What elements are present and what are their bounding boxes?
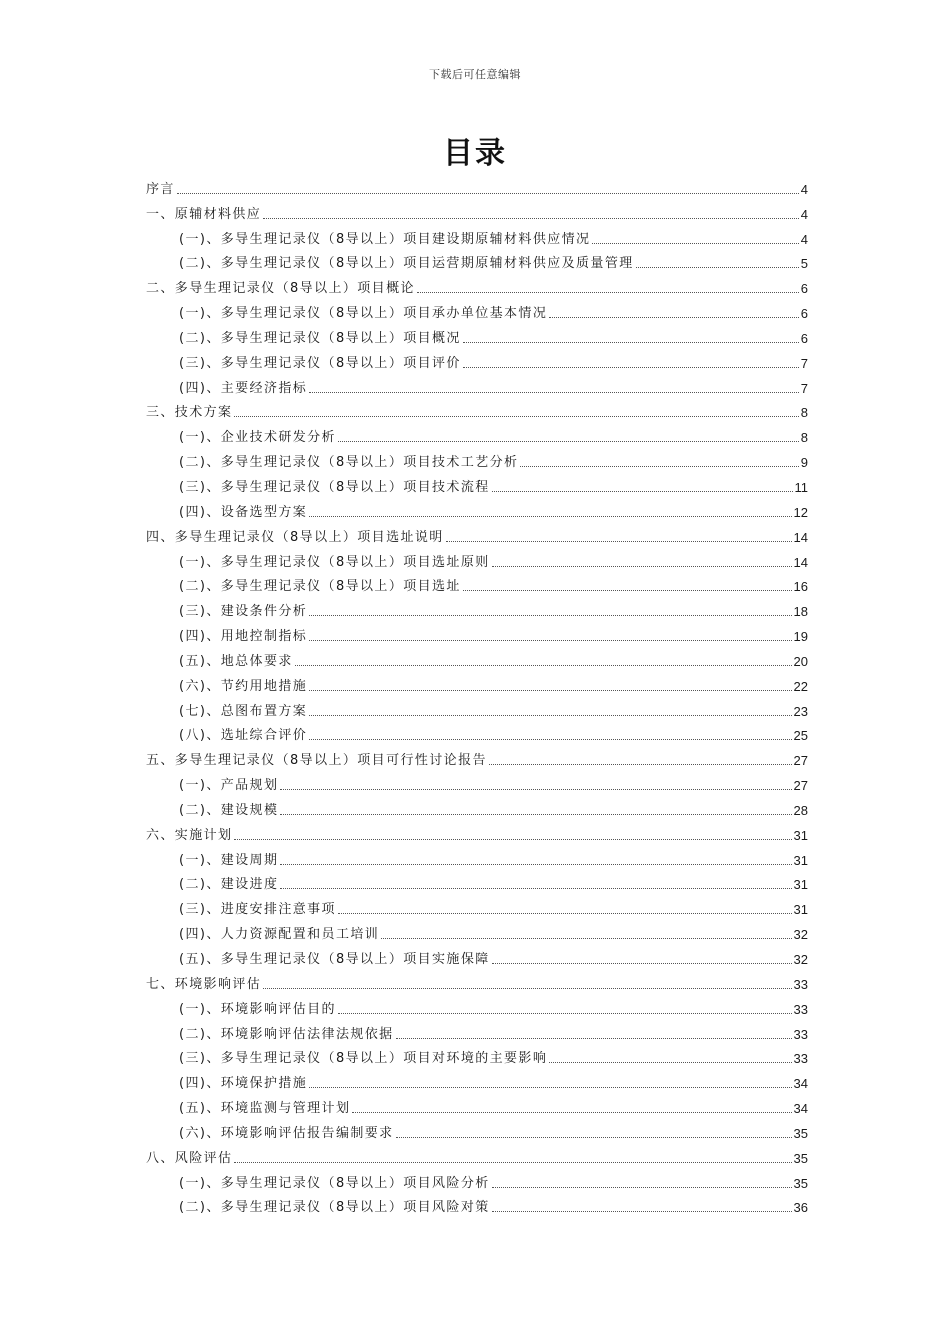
toc-title: 目录	[443, 136, 507, 171]
toc-entry-page-number: 7	[800, 380, 808, 396]
toc-entry-label: 二、多导生理记录仪（8导以上）项目概论	[146, 281, 415, 297]
toc-entry-label: (一)、建设周期	[179, 852, 279, 868]
toc-dot-leader	[309, 690, 791, 691]
toc-dot-leader	[352, 1112, 791, 1113]
toc-entry-page-number: 35	[793, 1175, 808, 1191]
toc-entry[interactable]	[146, 895, 808, 920]
toc-entry-page-number: 36	[793, 1200, 808, 1216]
toc-entry[interactable]	[146, 1119, 808, 1144]
toc-entry-label: (二)、多导生理记录仪（8导以上）项目概况	[179, 330, 461, 346]
toc-entry[interactable]	[146, 920, 808, 945]
toc-entry-label: (四)、环境保护措施	[179, 1076, 308, 1092]
toc-entry-label: (一)、环境影响评估目的	[179, 1001, 336, 1017]
toc-entry-label: (三)、进度安排注意事项	[179, 902, 336, 918]
toc-entry-label: 五、多导生理记录仪（8导以上）项目可行性讨论报告	[146, 753, 487, 769]
toc-dot-leader	[280, 814, 791, 815]
toc-dot-leader	[492, 963, 792, 964]
toc-entry-label: 序言	[146, 181, 175, 197]
toc-entry-page-number: 23	[793, 703, 808, 719]
toc-entry-label: (六)、环境影响评估报告编制要求	[179, 1125, 394, 1141]
toc-entry-page-number: 8	[800, 430, 808, 446]
toc-entry[interactable]	[146, 399, 808, 424]
toc-dot-leader	[463, 367, 799, 368]
toc-entry-page-number: 8	[800, 405, 808, 421]
toc-entry-label: (一)、多导生理记录仪（8导以上）项目选址原则	[179, 554, 490, 570]
toc-entry-page-number: 28	[793, 802, 808, 818]
toc-entry[interactable]	[146, 200, 808, 225]
toc-entry-label: (一)、企业技术研发分析	[179, 430, 336, 446]
toc-entry-label: 三、技术方案	[146, 405, 233, 421]
toc-entry-page-number: 27	[793, 753, 808, 769]
toc-entry[interactable]	[146, 771, 808, 796]
toc-entry[interactable]	[146, 423, 808, 448]
toc-dot-leader	[177, 193, 799, 194]
toc-entry-page-number: 18	[793, 604, 808, 620]
toc-dot-leader	[309, 516, 791, 517]
toc-entry-page-number: 6	[800, 281, 808, 297]
toc-entry[interactable]	[146, 299, 808, 324]
toc-entry-label: (三)、多导生理记录仪（8导以上）项目技术流程	[179, 479, 490, 495]
toc-dot-leader	[309, 739, 791, 740]
toc-entry-label: (三)、建设条件分析	[179, 604, 308, 620]
toc-dot-leader	[492, 566, 792, 567]
toc-entry-page-number: 31	[793, 877, 808, 893]
toc-entry-page-number: 12	[793, 504, 808, 520]
toc-dot-leader	[280, 864, 791, 865]
toc-entry-page-number: 33	[793, 1026, 808, 1042]
toc-entry-page-number: 35	[793, 1125, 808, 1141]
toc-entry[interactable]	[146, 846, 808, 871]
toc-dot-leader	[592, 243, 798, 244]
toc-entry-label: (一)、多导生理记录仪（8导以上）项目风险分析	[179, 1175, 490, 1191]
toc-entry-label: 八、风险评估	[146, 1150, 233, 1166]
toc-entry-label: (六)、节约用地措施	[179, 678, 308, 694]
toc-entry-page-number: 4	[800, 231, 808, 247]
toc-entry[interactable]	[146, 448, 808, 473]
toc-entry-label: (七)、总图布置方案	[179, 703, 308, 719]
toc-entry[interactable]	[146, 1169, 808, 1194]
toc-entry[interactable]	[146, 796, 808, 821]
toc-entry-label: (二)、多导生理记录仪（8导以上）项目风险对策	[179, 1200, 490, 1216]
toc-entry-page-number: 32	[793, 952, 808, 967]
toc-dot-leader	[338, 913, 792, 914]
toc-dot-leader	[234, 416, 798, 417]
toc-dot-leader	[520, 466, 798, 467]
toc-dot-leader	[309, 715, 791, 716]
toc-dot-leader	[381, 938, 791, 939]
toc-entry[interactable]	[146, 349, 808, 374]
toc-dot-leader	[492, 1187, 792, 1188]
toc-entry-label: (三)、多导生理记录仪（8导以上）项目对环境的主要影响	[179, 1051, 548, 1067]
toc-entry-label: (二)、建设规模	[179, 802, 279, 818]
toc-entry-page-number: 9	[800, 455, 808, 471]
toc-entry[interactable]	[146, 722, 808, 747]
toc-entry-page-number: 31	[793, 852, 808, 868]
toc-entry-label: (二)、环境影响评估法律法规依据	[179, 1026, 394, 1042]
toc-dot-leader	[489, 764, 792, 765]
toc-entry-page-number: 33	[793, 1051, 808, 1067]
toc-entry-label: (二)、建设进度	[179, 877, 279, 893]
toc-entry[interactable]	[146, 473, 808, 498]
toc-dot-leader	[492, 1211, 792, 1212]
toc-entry-label: (四)、设备选型方案	[179, 504, 308, 520]
toc-entry[interactable]	[146, 324, 808, 349]
toc-dot-leader	[309, 1087, 791, 1088]
toc-dot-leader	[263, 988, 791, 989]
toc-dot-leader	[309, 392, 799, 393]
toc-entry-page-number: 20	[793, 653, 808, 669]
toc-entry-label: (二)、多导生理记录仪（8导以上）项目选址	[179, 579, 461, 595]
toc-dot-leader	[492, 491, 793, 492]
page-header: 下载后可任意编辑	[429, 68, 521, 81]
toc-dot-leader	[396, 1137, 792, 1138]
toc-entry-label: 四、多导生理记录仪（8导以上）项目选址说明	[146, 529, 444, 545]
toc-entry-page-number: 32	[793, 927, 808, 943]
toc-entry-page-number: 14	[793, 554, 808, 570]
toc-entry-page-number: 19	[793, 629, 808, 645]
toc-entry[interactable]	[146, 622, 808, 647]
toc-entry-page-number: 33	[793, 1001, 808, 1017]
toc-entry[interactable]	[146, 597, 808, 622]
toc-dot-leader	[549, 1062, 791, 1063]
toc-entry-label: (一)、产品规划	[179, 778, 279, 794]
toc-entry-page-number: 31	[793, 902, 808, 918]
toc-entry-label: (二)、多导生理记录仪（8导以上）项目技术工艺分析	[179, 455, 519, 471]
toc-dot-leader	[396, 1038, 792, 1039]
toc-entry-label: (二)、多导生理记录仪（8导以上）项目运营期原辅材料供应及质量管理	[179, 256, 634, 272]
toc-dot-leader	[295, 665, 792, 666]
toc-entry-label: 一、原辅材料供应	[146, 206, 262, 222]
toc-entry-page-number: 27	[793, 778, 808, 794]
toc-entry[interactable]	[146, 821, 808, 846]
toc-entry[interactable]	[146, 995, 808, 1020]
toc-entry[interactable]	[146, 573, 808, 598]
toc-entry[interactable]	[146, 374, 808, 399]
toc-entry[interactable]	[146, 250, 808, 275]
toc-entry-page-number: 34	[793, 1076, 808, 1092]
table-of-contents	[146, 175, 808, 1218]
toc-entry-label: (一)、多导生理记录仪（8导以上）项目承办单位基本情况	[179, 306, 548, 322]
toc-entry-page-number: 6	[800, 330, 808, 346]
toc-entry[interactable]	[146, 225, 808, 250]
toc-entry-label: (一)、多导生理记录仪（8导以上）项目建设期原辅材料供应情况	[179, 231, 591, 247]
toc-entry-page-number: 4	[800, 181, 808, 197]
toc-entry[interactable]	[146, 548, 808, 573]
toc-entry-label: (五)、多导生理记录仪（8导以上）项目实施保障	[179, 952, 490, 967]
toc-entry[interactable]	[146, 945, 808, 970]
toc-entry-page-number: 11	[794, 479, 808, 495]
toc-entry[interactable]	[146, 523, 808, 548]
toc-dot-leader	[309, 640, 791, 641]
toc-entry-page-number: 7	[800, 355, 808, 371]
toc-entry-page-number: 22	[793, 678, 808, 694]
toc-entry[interactable]	[146, 970, 808, 995]
toc-dot-leader	[417, 292, 799, 293]
toc-dot-leader	[309, 615, 791, 616]
toc-entry[interactable]	[146, 1194, 808, 1219]
toc-entry-page-number: 14	[793, 529, 808, 545]
toc-entry-page-number: 16	[793, 579, 808, 595]
toc-dot-leader	[234, 839, 791, 840]
toc-dot-leader	[446, 541, 792, 542]
toc-entry[interactable]	[146, 1020, 808, 1045]
toc-entry-page-number: 5	[800, 256, 808, 272]
toc-entry-page-number: 35	[793, 1150, 808, 1166]
toc-entry-page-number: 4	[800, 206, 808, 222]
toc-dot-leader	[338, 441, 799, 442]
toc-entry[interactable]	[146, 1045, 808, 1070]
toc-dot-leader	[463, 590, 792, 591]
toc-entry-label: (四)、主要经济指标	[179, 380, 308, 396]
toc-entry[interactable]	[146, 746, 808, 771]
toc-dot-leader	[463, 342, 799, 343]
toc-entry[interactable]	[146, 1069, 808, 1094]
toc-entry-page-number: 34	[793, 1101, 808, 1117]
toc-dot-leader	[338, 1013, 792, 1014]
toc-entry-label: (三)、多导生理记录仪（8导以上）项目评价	[179, 355, 461, 371]
toc-dot-leader	[280, 888, 791, 889]
toc-entry[interactable]	[146, 647, 808, 672]
toc-dot-leader	[636, 267, 799, 268]
toc-entry-page-number: 25	[793, 728, 808, 744]
toc-entry-label: (五)、环境监测与管理计划	[179, 1101, 351, 1117]
toc-entry[interactable]	[146, 1144, 808, 1169]
toc-entry[interactable]	[146, 672, 808, 697]
toc-dot-leader	[280, 789, 791, 790]
toc-entry[interactable]	[146, 498, 808, 523]
toc-entry-label: 六、实施计划	[146, 827, 233, 843]
toc-dot-leader	[549, 317, 799, 318]
toc-entry-label: 七、环境影响评估	[146, 976, 262, 992]
toc-entry-label: (四)、人力资源配置和员工培训	[179, 927, 380, 943]
toc-dot-leader	[263, 218, 799, 219]
toc-entry-label: (五)、地总体要求	[179, 653, 293, 669]
toc-entry[interactable]	[146, 175, 808, 200]
toc-entry-page-number: 31	[793, 827, 808, 843]
toc-entry-page-number: 33	[793, 976, 808, 992]
toc-entry-label: (四)、用地控制指标	[179, 629, 308, 645]
toc-entry[interactable]	[146, 274, 808, 299]
toc-entry[interactable]	[146, 1094, 808, 1119]
toc-entry-label: (八)、选址综合评价	[179, 728, 308, 744]
toc-entry[interactable]	[146, 697, 808, 722]
toc-entry[interactable]	[146, 871, 808, 896]
toc-entry-page-number: 6	[800, 306, 808, 322]
toc-dot-leader	[234, 1162, 791, 1163]
